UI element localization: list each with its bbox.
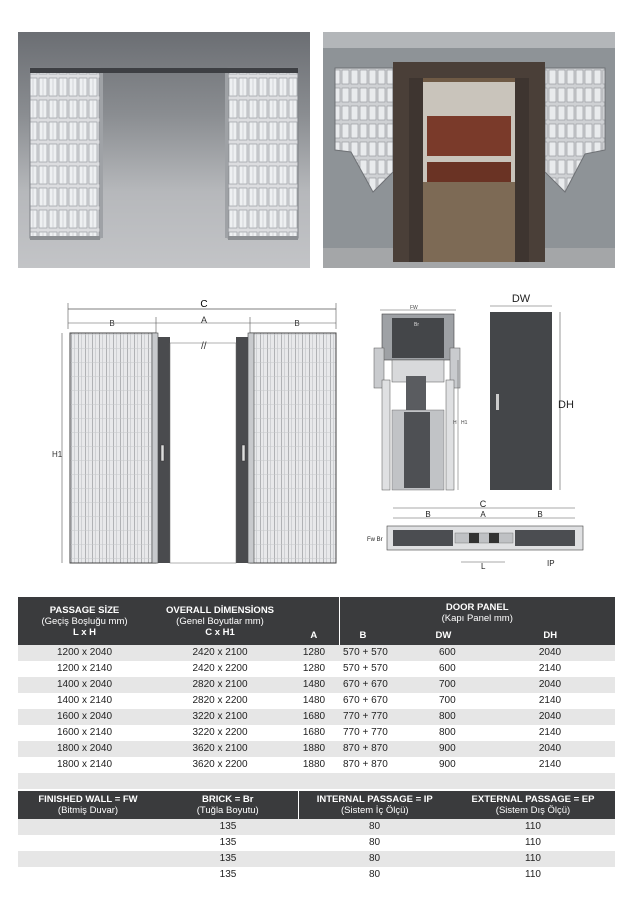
header-ep: EXTERNAL PASSAGE = EP (Sistem Dış Ölçü)	[451, 791, 615, 819]
cell-ip: 80	[298, 851, 451, 867]
cell-overall: 3620 x 2200	[151, 757, 289, 773]
cell-overall: 2420 x 2100	[151, 645, 289, 661]
door-panel-drawing	[482, 290, 582, 496]
dimensions-table	[18, 597, 615, 789]
svg-text://: //	[201, 341, 207, 352]
table-row	[18, 661, 615, 677]
cell-dw: 600	[435, 661, 485, 677]
dim-label-h: H	[453, 420, 457, 426]
table-row	[18, 835, 615, 851]
cell-fw	[18, 835, 158, 851]
cell-dw: 800	[435, 709, 485, 725]
header-ip: INTERNAL PASSAGE = IP (Sistem İç Ölçü)	[298, 791, 451, 819]
dim-label-c: C	[200, 299, 208, 310]
table-row	[18, 757, 615, 773]
cell-dw: 600	[435, 645, 485, 661]
cell-overall: 3220 x 2100	[151, 709, 289, 725]
plan-section-drawing	[365, 500, 605, 572]
wall-table-header	[18, 791, 615, 819]
dim-label-h1: H1	[52, 450, 63, 459]
plan-label-c: C	[479, 500, 487, 509]
plan-label-a: A	[480, 510, 486, 519]
plan-label-ip: IP	[547, 559, 555, 568]
cell-ep: 110	[451, 819, 615, 835]
cell-fw	[18, 851, 158, 867]
cell-a: 1680	[289, 725, 339, 741]
cell-b: 570 + 570	[339, 645, 435, 661]
cell-overall: 3220 x 2200	[151, 725, 289, 741]
table-row	[18, 851, 615, 867]
cell-passage: 1200 x 2140	[18, 661, 151, 677]
installed-door-photo	[323, 32, 615, 268]
plan-label-fw-br: Fw Br	[367, 537, 383, 543]
cell-passage: 1600 x 2040	[18, 709, 151, 725]
header-overall-dimensions: OVERALL DİMENSİONS (Genel Boyutlar mm) C x H1	[151, 597, 289, 645]
cell-dh: 2140	[485, 693, 615, 709]
cell-dh: 2140	[485, 661, 615, 677]
header-br: BRICK = Br (Tuğla Boyutu)	[158, 791, 298, 819]
plan-label-b-left: B	[425, 510, 431, 519]
cell-passage: 1800 x 2140	[18, 757, 151, 773]
frame-render-image	[18, 32, 310, 268]
installed-door-image	[323, 32, 615, 268]
table-row	[18, 709, 615, 725]
plan-label-b-right: B	[537, 510, 543, 519]
header-a: A	[289, 597, 339, 645]
cell-dw: 700	[435, 677, 485, 693]
cell-ep: 110	[451, 851, 615, 867]
header-door-panel: DOOR PANEL (Kapı Panel mm) B DW DH	[339, 597, 615, 645]
cell-passage: 1600 x 2140	[18, 725, 151, 741]
table-row	[18, 645, 615, 661]
cell-b: 570 + 570	[339, 661, 435, 677]
cell-b: 870 + 870	[339, 757, 435, 773]
front-elevation-drawing	[50, 293, 350, 568]
cell-ep: 110	[451, 835, 615, 851]
cell-a: 1280	[289, 661, 339, 677]
table-row	[18, 819, 615, 835]
cell-fw	[18, 867, 158, 883]
dim-label-h1-side: H1	[461, 420, 468, 426]
cell-ip: 80	[298, 835, 451, 851]
cell-dw: 900	[435, 741, 485, 757]
cell-dw: 900	[435, 757, 485, 773]
cell-passage: 1400 x 2040	[18, 677, 151, 693]
wall-table	[18, 791, 615, 883]
cell-a: 1480	[289, 693, 339, 709]
dim-label-b-left: B	[109, 319, 115, 328]
side-section-drawing	[370, 300, 470, 495]
cell-b: 770 + 770	[339, 725, 435, 741]
cell-ip: 80	[298, 819, 451, 835]
header-dw: DW	[435, 630, 452, 641]
cell-overall: 2820 x 2200	[151, 693, 289, 709]
cell-b: 670 + 670	[339, 677, 435, 693]
cell-dh: 2040	[485, 645, 615, 661]
table-row	[18, 677, 615, 693]
cell-dh: 2040	[485, 741, 615, 757]
frame-photo	[18, 32, 310, 268]
cell-passage: 1200 x 2040	[18, 645, 151, 661]
cell-br: 135	[158, 867, 298, 883]
cell-overall: 2820 x 2100	[151, 677, 289, 693]
dim-label-br: Br	[414, 322, 419, 328]
cell-dh: 2140	[485, 757, 615, 773]
table-row	[18, 693, 615, 709]
cell-dh: 2040	[485, 709, 615, 725]
cell-a: 1880	[289, 741, 339, 757]
dimensions-table-header	[18, 597, 615, 645]
cell-passage: 1400 x 2140	[18, 693, 151, 709]
dim-label-dh: DH	[558, 399, 574, 411]
dim-label-a: A	[200, 315, 208, 325]
plan-label-l: L	[481, 562, 486, 571]
table-row	[18, 741, 615, 757]
cell-b: 870 + 870	[339, 741, 435, 757]
dim-label-fw: FW	[410, 305, 418, 311]
cell-dw: 800	[435, 725, 485, 741]
cell-a: 1680	[289, 709, 339, 725]
header-b: B	[359, 630, 367, 641]
table-row-empty	[18, 773, 615, 789]
cell-br: 135	[158, 835, 298, 851]
cell-dh: 2040	[485, 677, 615, 693]
cell-a: 1280	[289, 645, 339, 661]
cell-br: 135	[158, 819, 298, 835]
table-row	[18, 725, 615, 741]
dim-label-dw: DW	[511, 293, 531, 305]
header-passage-size: PASSAGE SİZE (Geçiş Boşluğu mm) L x H	[18, 597, 151, 645]
cell-b: 670 + 670	[339, 693, 435, 709]
cell-dh: 2140	[485, 725, 615, 741]
cell-a: 1880	[289, 757, 339, 773]
cell-ip: 80	[298, 867, 451, 883]
cell-br: 135	[158, 851, 298, 867]
table-row	[18, 867, 615, 883]
header-dh: DH	[543, 630, 558, 641]
cell-fw	[18, 819, 158, 835]
dim-label-b-right: B	[294, 319, 300, 328]
cell-overall: 2420 x 2200	[151, 661, 289, 677]
header-fw: FINISHED WALL = FW (Bitmiş Duvar)	[18, 791, 158, 819]
cell-passage: 1800 x 2040	[18, 741, 151, 757]
cell-a: 1480	[289, 677, 339, 693]
cell-overall: 3620 x 2100	[151, 741, 289, 757]
cell-ep: 110	[451, 867, 615, 883]
cell-dw: 700	[435, 693, 485, 709]
cell-b: 770 + 770	[339, 709, 435, 725]
